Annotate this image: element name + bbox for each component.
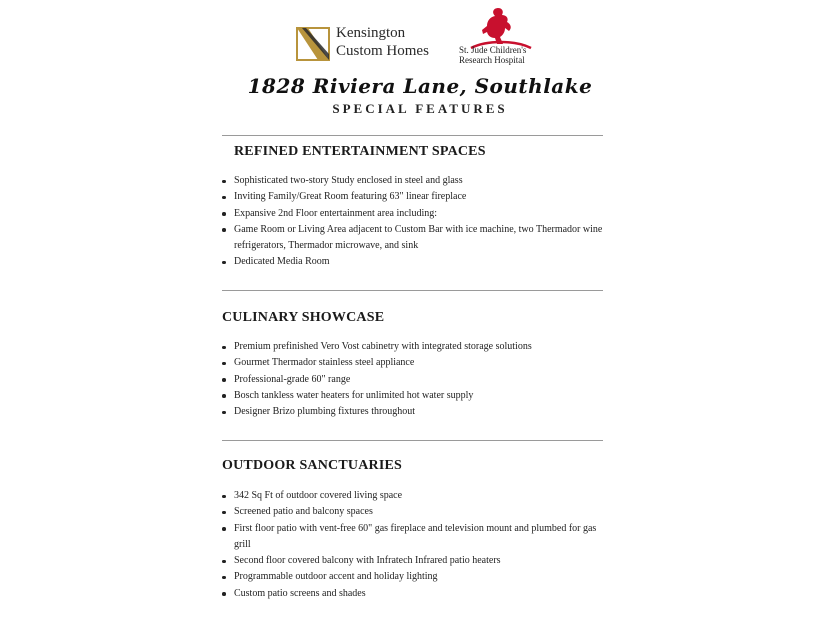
list-item: Gourmet Thermador stainless steel appliance: [222, 355, 612, 371]
section-title-culinary: CULINARY SHOWCASE: [222, 310, 385, 325]
list-item: Professional-grade 60" range: [222, 372, 612, 388]
brand-line-2: Custom Homes: [336, 43, 429, 59]
list-item: Second floor covered balcony with Infratech Infrared patio heaters: [222, 553, 612, 569]
list-item: Expansive 2nd Floor entertainment area including:: [222, 206, 612, 222]
page-subtitle: SPECIAL FEATURES: [332, 101, 508, 116]
partner-line-1: St. Jude Children's: [459, 45, 527, 55]
brand-name: [336, 24, 429, 60]
section-list-entertainment: [222, 173, 612, 271]
partner-name: [459, 45, 526, 65]
header: [0, 0, 840, 128]
partner-line-2: Research Hospital: [459, 55, 525, 65]
section-title-entertainment: REFINED ENTERTAINMENT SPACES: [234, 144, 486, 159]
list-item: Programmable outdoor accent and holiday lighting: [222, 569, 612, 585]
section-title-outdoor: OUTDOOR SANCTUARIES: [222, 458, 402, 473]
list-item: Premium prefinished Vero Vost cabinetry with integrated storage solutions: [222, 339, 612, 355]
list-item: 342 Sq Ft of outdoor covered living space: [222, 488, 612, 504]
brand-line-1: Kensington: [336, 25, 406, 41]
kensington-logo-icon: [296, 27, 330, 61]
divider: [222, 135, 603, 136]
property-address: 1828 Riviera Lane, Southlake: [247, 74, 593, 98]
list-item: Game Room or Living Area adjacent to Custom Bar with ice machine, two Thermador wine refrigerators, Thermador microwave, and sink: [222, 222, 612, 255]
list-item: Custom patio screens and shades: [222, 586, 612, 602]
list-item: Screened patio and balcony spaces: [222, 504, 612, 520]
list-item: Dedicated Media Room: [222, 254, 612, 270]
list-item: Designer Brizo plumbing fixtures throughout: [222, 404, 612, 420]
list-item: First floor patio with vent-free 60" gas fireplace and television mount and plumbed for gas grill: [222, 521, 612, 554]
list-item: Bosch tankless water heaters for unlimited hot water supply: [222, 388, 612, 404]
divider: [222, 290, 603, 291]
list-item: Inviting Family/Great Room featuring 63" linear fireplace: [222, 189, 612, 205]
section-list-outdoor: [222, 488, 612, 602]
divider: [222, 440, 603, 441]
section-list-culinary: [222, 339, 612, 420]
list-item: Sophisticated two-story Study enclosed in steel and glass: [222, 173, 612, 189]
